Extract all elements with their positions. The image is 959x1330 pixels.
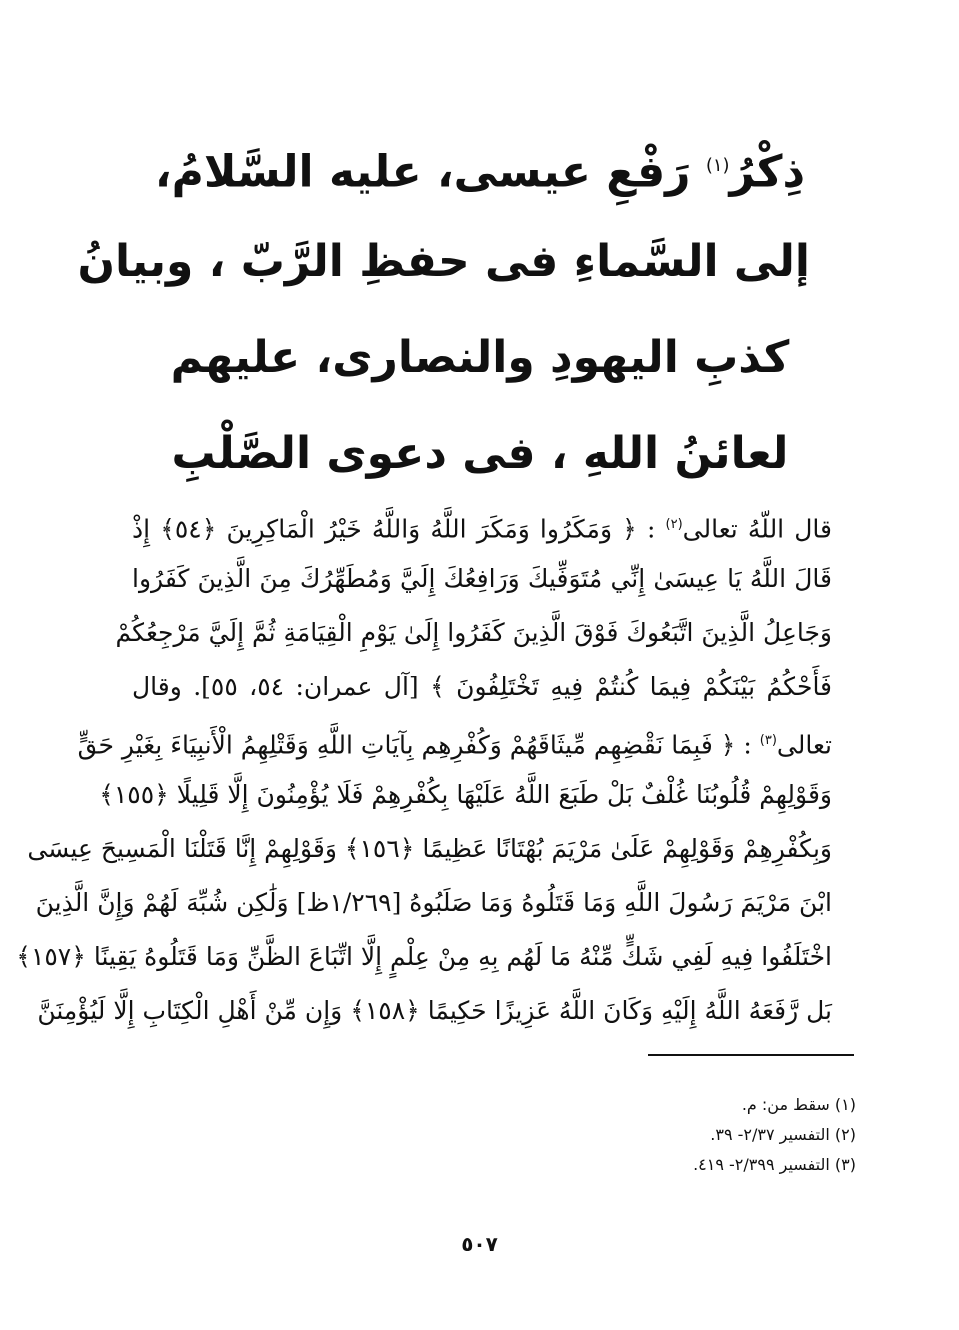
body-text <box>16 498 833 1038</box>
body-line-text: قال اللّهُ تعالى <box>682 514 832 544</box>
title-line-1-rest: رَفْعِ عيسى، عليه السَّلامُ، <box>154 146 691 198</box>
body-line-4: فَأَحْكُمُ بَيْنَكُمْ فِيمَا كُنتُمْ فِيهِ تَخْتَلِفُونَ ﴾ [آل عمران: ٥٤، ٥٥]. وقال <box>132 672 833 701</box>
body-line-9: اخْتَلَفُوا فِيهِ لَفِي شَكٍّ مِّنْهُ مَا لَهُم بِهِ مِنْ عِلْمٍ إِلَّا اتِّبَاعَ الظَّنِّ وَمَا قَتَلُوهُ يَقِينًا ﴿١٥٧﴾ <box>16 942 832 971</box>
footnote-marker-3: (٣) <box>759 733 777 748</box>
title-line-2: إلى السَّماءِ فى حفظِ الرَّبّ ، وبيانُ <box>77 236 810 287</box>
title-line-4: لعائنُ اللهِ ، فى دعوى الصَّلْبِ <box>171 428 789 479</box>
page-number: ٥٠٧ <box>461 1232 498 1256</box>
body-line-3: وَجَاعِلُ الَّذِينَ اتَّبَعُوكَ فَوْقَ الَّذِينَ كَفَرُوا إِلَىٰ يَوْمِ الْقِيَامَةِ ثُمَّ إِلَيَّ مَرْجِعُكُمْ <box>115 618 832 647</box>
title-line-3: كذبِ اليهودِ والنصارى، عليهم <box>170 332 790 383</box>
footnote-separator <box>648 1054 854 1056</box>
footnote-3: (٣) التفسير ٢/٣٩٩- ٤١٩. <box>693 1155 856 1174</box>
body-line-1 <box>132 498 832 552</box>
footnotes <box>560 1090 856 1180</box>
title-footnote-marker: (١) <box>705 155 730 176</box>
chapter-title <box>77 118 810 502</box>
body-line-2: قَالَ اللَّهُ يَا عِيسَىٰ إِنِّي مُتَوَفِّيكَ وَرَافِعُكَ إِلَيَّ وَمُطَهِّرُكَ مِنَ الَّذِينَ كَفَرُوا <box>132 564 832 593</box>
footnote-marker-2: (٢) <box>665 517 683 532</box>
footnote-2: (٢) التفسير ٢/٣٧- ٣٩. <box>710 1125 856 1144</box>
body-line-6: وَقَوْلِهِمْ قُلُوبُنَا غُلْفٌ بَلْ طَبَعَ اللَّهُ عَلَيْهَا بِكُفْرِهِمْ فَلَا يُؤْمِنُونَ إِلَّا قَلِيلًا ﴿١٥٥﴾ <box>99 780 832 809</box>
title-word: ذِكْرُ <box>729 146 806 198</box>
body-line-5 <box>77 714 832 768</box>
body-line-7: وَبِكُفْرِهِمْ وَقَوْلِهِمْ عَلَىٰ مَرْيَمَ بُهْتَانًا عَظِيمًا ﴿١٥٦﴾ وَقَوْلِهِمْ إِنَّا قَتَلْنَا الْمَسِيحَ عِيسَى <box>27 834 832 863</box>
title-line-1 <box>150 118 810 214</box>
body-line-text: تعالى <box>776 730 832 760</box>
body-line-10: بَل رَّفَعَهُ اللَّهُ إِلَيْهِ وَكَانَ اللَّهُ عَزِيزًا حَكِيمًا ﴿١٥٨﴾ وَإِن مِّنْ أَهْلِ الْكِتَابِ إِلَّا لَيُؤْمِنَنَّ <box>37 996 832 1025</box>
body-line-8: ابْنَ مَرْيَمَ رَسُولَ اللَّهِ وَمَا قَتَلُوهُ وَمَا صَلَبُوهُ [١/٢٦٩ظ] وَلَٰكِن شُبِّهَ لَهُمْ وَإِنَّ الَّذِينَ <box>35 888 832 917</box>
body-line-rest: : ﴿ فَبِمَا نَقْضِهِم مِّيثَاقَهُمْ وَكُفْرِهِم بِآيَاتِ اللَّهِ وَقَتْلِهِمُ الْأَنبِيَاءَ بِغَيْرِ حَقٍّ <box>77 730 760 760</box>
body-line-rest: : ﴿ وَمَكَرُوا وَمَكَرَ اللَّهُ وَاللَّهُ خَيْرُ الْمَاكِرِينَ ﴿٥٤﴾ إِذْ <box>132 514 666 544</box>
footnote-1: (١) سقط من: م. <box>741 1095 856 1114</box>
